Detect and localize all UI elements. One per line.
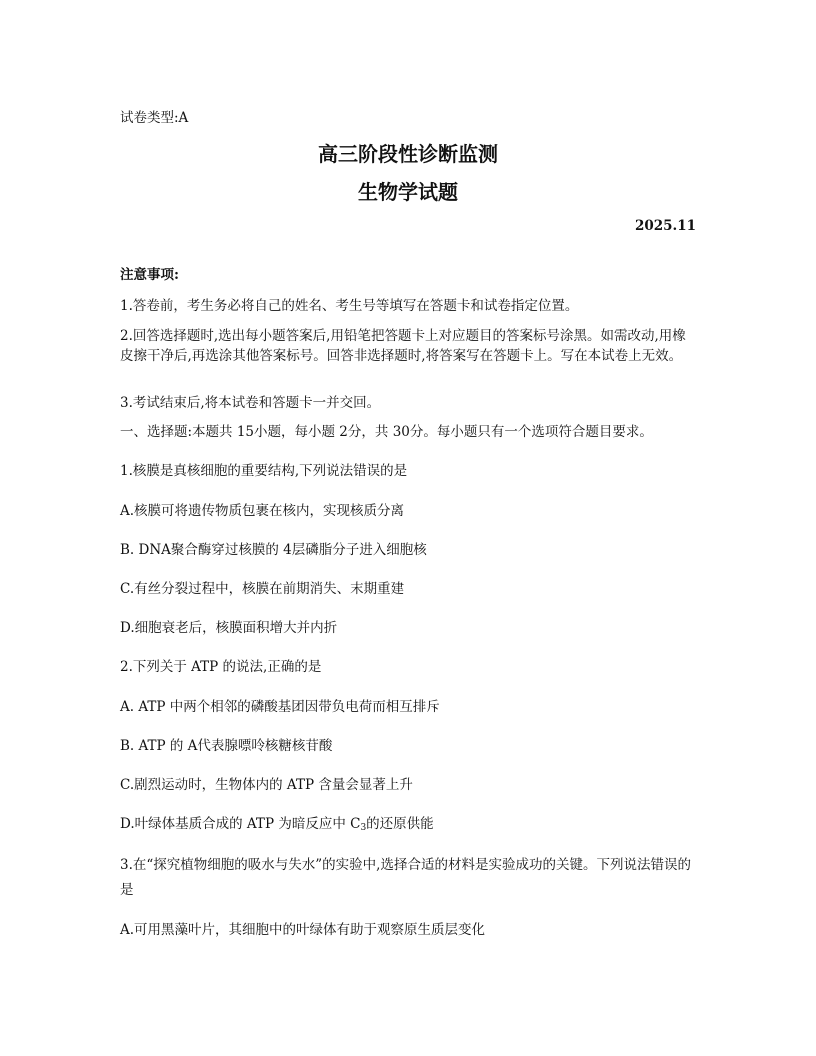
question-2-option-c: C.剧烈运动时，生物体内的 ATP 含量会显著上升 [120,777,413,793]
question-1-option-b: B. DNA聚合酶穿过核膜的 4层磷脂分子进入细胞核 [120,542,427,558]
exam-title: 高三阶段性诊断监测 [318,142,498,166]
question-3-stem: 3.在“探究植物细胞的吸水与失水”的实验中,选择合适的材料是实验成功的关键。下列说法错误的是 [120,857,691,898]
question-1-stem: 1.核膜是真核细胞的重要结构,下列说法错误的是 [120,463,408,479]
note-item-1: 1.答卷前，考生务必将自己的姓名、考生号等填写在答题卡和试卷指定位置。 [120,298,579,314]
question-2-option-a: A. ATP 中两个相邻的磷酸基团因带负电荷而相互排斥 [120,699,440,715]
note-item-2: 2.回答选择题时,选出每小题答案后,用铅笔把答题卡上对应题目的答案标号涂黑。如需改动,用橡皮擦干净后,再选涂其他答案标号。回答非选择题时,将答案写在答题卡上。写在本试卷上无效。 [120,328,686,364]
question-2-option-d-text: D.叶绿体基质合成的 ATP 为暗反应中 C [120,816,361,832]
exam-date: 2025.11 [634,218,696,234]
question-3-option-a: A.可用黑藻叶片，其细胞中的叶绿体有助于观察原生质层变化 [120,922,486,938]
notes-heading: 注意事项: [120,267,179,283]
question-2-option-d [120,814,696,838]
question-2-stem: 2.下列关于 ATP 的说法,正确的是 [120,659,322,675]
note-item-3: 3.考试结束后,将本试卷和答题卡一并交回。 [120,395,381,411]
question-2-option-d-tail: 的还原供能 [366,816,434,832]
paper-type: 试卷类型:A [120,110,189,126]
question-1-option-d: D.细胞衰老后，核膜面积增大并内折 [120,620,338,636]
question-1-option-c: C.有丝分裂过程中，核膜在前期消失、末期重建 [120,581,405,597]
subject-title: 生物学试题 [358,180,458,204]
question-1-option-a: A.核膜可将遗传物质包裹在核内，实现核质分离 [120,503,405,519]
section-instruction: 一、选择题:本题共 15小题，每小题 2分，共 30分。每小题只有一个选项符合题目要求。 [120,424,653,440]
question-2-option-d-subscript: 3 [360,823,367,833]
question-2-option-b: B. ATP 的 A代表腺嘌呤核糖核苷酸 [120,738,333,754]
